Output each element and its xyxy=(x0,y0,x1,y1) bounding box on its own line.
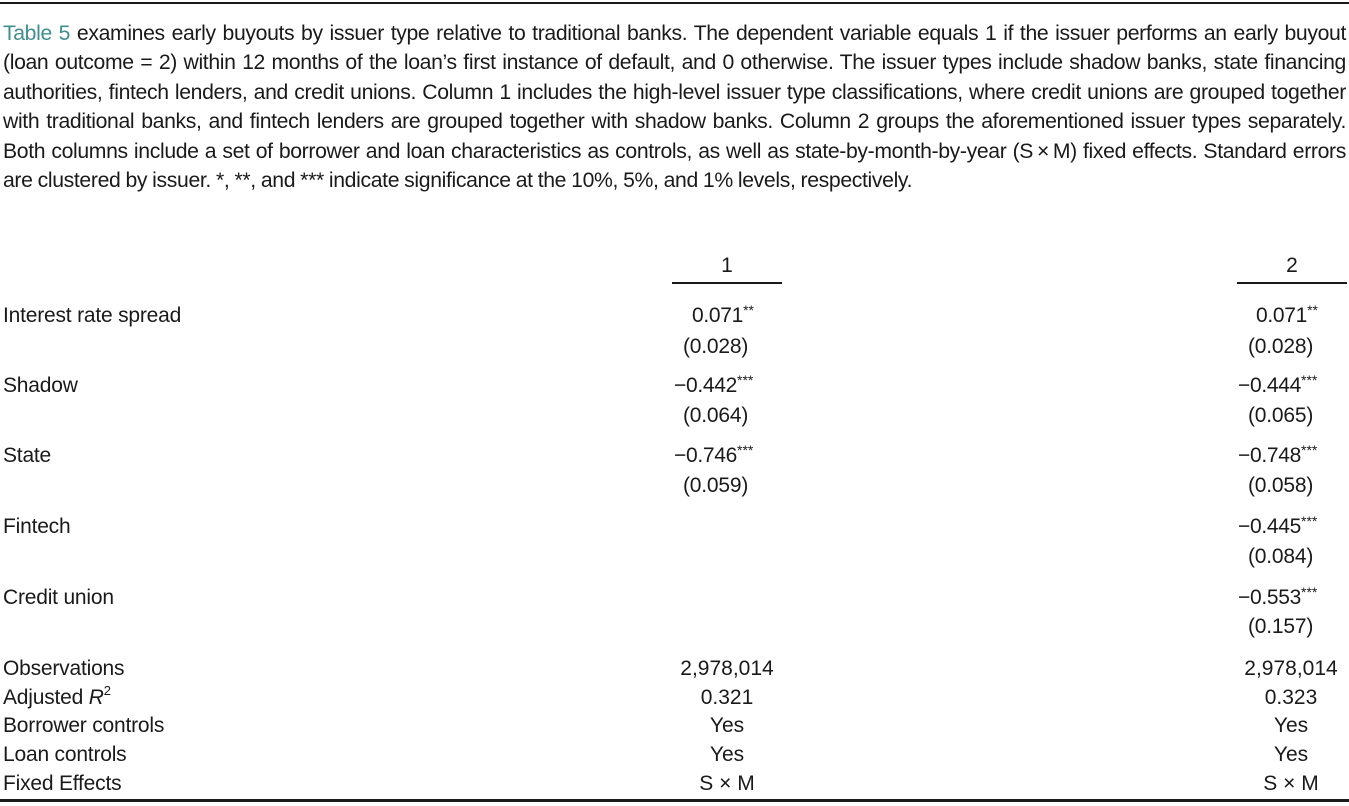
caption-text: examines early buyouts by issuer type relative to traditional banks. The dependent variable equals 1 if the issuer performs an early buyout (loan outcome = 2) within 12 months of the loan’s first instance of default, and 0 otherwise. The issuer types include shadow banks, state financing authorities, fintech lenders, and credit unions. Column 1 includes the high-level issuer type classifications, where credit unions are grouped together with traditional banks, and fintech lenders are grouped together with shadow banks. Column 2 groups the aforementioned issuer types separately. Both columns include a set of borrower and loan characteristics as controls, as well as state-by-month-by-year (S × M) fixed effects. Standard errors are clustered by issuer. *, **, and *** indicate significance at the 10%, 5%, and 1% levels, respectively. xyxy=(3,22,1346,193)
column-header-2: 2 xyxy=(1237,252,1347,284)
table-top-rule xyxy=(0,2,1349,4)
coef-state-col2: −0.748*** xyxy=(1238,442,1318,467)
row-label-adjusted-r2: Adjusted $R^2$ xyxy=(3,683,111,709)
row-label-fintech: Fintech xyxy=(3,515,71,538)
coef-state-col1: −0.746*** xyxy=(674,442,754,467)
fixed-effects-col1: S × M xyxy=(699,772,755,795)
borrower-controls-col2: Yes xyxy=(1273,714,1309,737)
row-label-observations: Observations xyxy=(3,657,125,680)
fixed-effects-col2: S × M xyxy=(1263,772,1319,795)
coef-credit-union-col2: −0.553*** xyxy=(1238,584,1318,609)
table-bottom-rule xyxy=(0,799,1349,802)
table-reference-link[interactable]: Table 5 xyxy=(3,22,71,45)
se-shadow-col2: (0.065) xyxy=(1248,404,1314,427)
coef-interest-rate-spread-col2: 0.071** xyxy=(1256,302,1318,327)
se-state-col2: (0.058) xyxy=(1248,474,1314,497)
row-label-fixed-effects: Fixed Effects xyxy=(3,772,122,795)
loan-controls-col2: Yes xyxy=(1273,743,1309,766)
coef-shadow-col2: −0.444*** xyxy=(1238,372,1318,397)
row-label-borrower-controls: Borrower controls xyxy=(3,714,165,737)
borrower-controls-col1: Yes xyxy=(709,714,745,737)
row-label-state: State xyxy=(3,444,52,467)
adjusted-r2-col2: 0.323 xyxy=(1264,686,1318,709)
loan-controls-col1: Yes xyxy=(709,743,745,766)
row-label-interest-rate-spread: Interest rate spread xyxy=(3,304,182,327)
coef-shadow-col1: −0.442*** xyxy=(674,372,754,397)
se-credit-union-col2: (0.157) xyxy=(1248,615,1314,638)
se-interest-rate-spread-col2: (0.028) xyxy=(1248,335,1314,358)
observations-col2: 2,978,014 xyxy=(1244,657,1338,680)
adjusted-r2-col1: 0.321 xyxy=(700,686,754,709)
se-shadow-col1: (0.064) xyxy=(683,404,749,427)
row-label-loan-controls: Loan controls xyxy=(3,743,127,766)
se-state-col1: (0.059) xyxy=(683,474,749,497)
row-label-credit-union: Credit union xyxy=(3,586,114,609)
table-caption xyxy=(3,19,1346,195)
se-fintech-col2: (0.084) xyxy=(1248,545,1314,568)
coef-interest-rate-spread-col1: 0.071** xyxy=(692,302,754,327)
se-interest-rate-spread-col1: (0.028) xyxy=(683,335,749,358)
row-label-shadow: Shadow xyxy=(3,374,78,397)
coef-fintech-col2: −0.445*** xyxy=(1238,513,1318,538)
observations-col1: 2,978,014 xyxy=(680,657,774,680)
column-header-1: 1 xyxy=(672,252,782,284)
